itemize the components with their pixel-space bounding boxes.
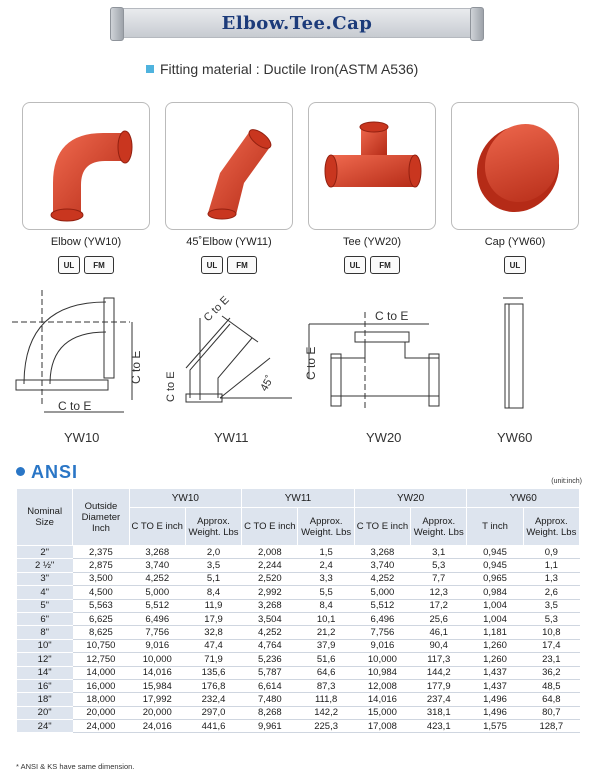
yw11-cte-vertical: C to E [165, 371, 177, 402]
table-cell: 111,8 [298, 693, 354, 706]
table-cell: 3,5 [185, 559, 241, 572]
table-cell: 135,6 [185, 666, 241, 679]
table-cell: 46,1 [411, 626, 467, 639]
table-cell: 87,3 [298, 679, 354, 692]
elbow-90-image [23, 103, 151, 231]
header-group-yw11: YW11 [242, 489, 355, 508]
table-cell: 2,520 [242, 572, 298, 585]
table-cell: 20,000 [129, 706, 185, 719]
elbow-photo-card [22, 102, 150, 230]
table-cell: 318,1 [411, 706, 467, 719]
yw11-drawing [160, 288, 300, 428]
nominal-size-cell: 2 ½" [17, 559, 73, 572]
table-cell: 1,260 [467, 653, 523, 666]
table-cell: 0,945 [467, 546, 523, 559]
table-cell: 117,3 [411, 653, 467, 666]
table-cell: 17,992 [129, 693, 185, 706]
table-cell: 9,016 [129, 639, 185, 652]
table-cell: 3,268 [354, 546, 410, 559]
table-cell: 14,000 [73, 666, 129, 679]
table-cell: 2,375 [73, 546, 129, 559]
table-cell: 1,004 [467, 599, 523, 612]
unit-note: (unit:inch) [551, 478, 582, 485]
table-cell: 2,4 [298, 559, 354, 572]
section-title: ANSI [31, 462, 79, 482]
table-cell: 1,3 [523, 572, 579, 585]
yw20-cte-horizontal: C to E [375, 309, 409, 323]
table-cell: 17,9 [185, 612, 241, 625]
table-cell: 25,6 [411, 612, 467, 625]
yw20-drawing [295, 288, 455, 428]
header-t: T inch [467, 508, 523, 546]
table-cell: 10,1 [298, 612, 354, 625]
table-cell: 0,9 [523, 546, 579, 559]
table-cell: 7,480 [242, 693, 298, 706]
table-cell: 64,6 [298, 666, 354, 679]
table-row [17, 639, 580, 652]
header-weight: Approx. Weight. Lbs [298, 508, 354, 546]
table-cell: 20,000 [73, 706, 129, 719]
tee-photo-card [308, 102, 436, 230]
table-cell: 6,496 [129, 612, 185, 625]
table-cell: 24,000 [73, 720, 129, 733]
table-cell: 3,740 [129, 559, 185, 572]
header-group-yw60: YW60 [467, 489, 580, 508]
table-cell: 48,5 [523, 679, 579, 692]
elbow-45-image [166, 103, 294, 231]
table-cell: 5,1 [185, 572, 241, 585]
table-cell: 23,1 [523, 653, 579, 666]
table-cell: 5,236 [242, 653, 298, 666]
tee-certs [308, 256, 436, 276]
table-cell: 3,3 [298, 572, 354, 585]
table-cell: 7,756 [129, 626, 185, 639]
ul-mark-icon: UL [58, 256, 80, 274]
table-cell: 80,7 [523, 706, 579, 719]
table-cell: 128,7 [523, 720, 579, 733]
table-cell: 423,1 [411, 720, 467, 733]
yw11-cte-diagonal: C to E [201, 294, 232, 325]
table-cell: 14,016 [354, 693, 410, 706]
table-cell: 2,008 [242, 546, 298, 559]
table-cell: 0,945 [467, 559, 523, 572]
elbow45-label: 45˚Elbow (YW11) [186, 236, 272, 248]
table-cell: 144,2 [411, 666, 467, 679]
table-cell: 5,512 [354, 599, 410, 612]
table-cell: 15,984 [129, 679, 185, 692]
table-cell: 14,016 [129, 666, 185, 679]
table-cell: 177,9 [411, 679, 467, 692]
table-cell: 24,016 [129, 720, 185, 733]
table-cell: 3,268 [242, 599, 298, 612]
table-cell: 8,4 [298, 599, 354, 612]
table-cell: 12,008 [354, 679, 410, 692]
yw60-drawing-label: YW60 [497, 430, 533, 445]
table-cell: 1,5 [298, 546, 354, 559]
table-cell: 6,625 [73, 612, 129, 625]
table-cell: 225,3 [298, 720, 354, 733]
table-cell: 32,8 [185, 626, 241, 639]
table-row [17, 572, 580, 585]
table-cell: 3,1 [411, 546, 467, 559]
yw60-drawing [495, 288, 535, 428]
header-nominal-size: Nominal Size [17, 489, 73, 546]
table-cell: 2,0 [185, 546, 241, 559]
ansi-dimension-table [16, 488, 580, 733]
table-cell: 5,000 [129, 586, 185, 599]
nominal-size-cell: 18" [17, 693, 73, 706]
table-cell: 0,984 [467, 586, 523, 599]
fm-mark-icon: FM [370, 256, 400, 274]
table-cell: 5,512 [129, 599, 185, 612]
material-text: Fitting material : Ductile Iron(ASTM A536) [160, 61, 419, 77]
table-cell: 5,563 [73, 599, 129, 612]
table-cell: 1,437 [467, 679, 523, 692]
table-cell: 1,496 [467, 693, 523, 706]
table-cell: 5,000 [354, 586, 410, 599]
table-cell: 10,750 [73, 639, 129, 652]
table-cell: 11,9 [185, 599, 241, 612]
table-cell: 1,437 [467, 666, 523, 679]
table-cell: 5,3 [523, 612, 579, 625]
ul-mark-icon: UL [201, 256, 223, 274]
table-cell: 1,1 [523, 559, 579, 572]
header-weight: Approx. Weight. Lbs [523, 508, 579, 546]
table-cell: 17,2 [411, 599, 467, 612]
yw10-cte-horizontal: C to E [58, 399, 92, 413]
bullet-square-icon [146, 65, 154, 73]
nominal-size-cell: 3" [17, 572, 73, 585]
bullet-dot-icon [16, 467, 25, 476]
table-cell: 10,984 [354, 666, 410, 679]
table-cell: 90,4 [411, 639, 467, 652]
cap-image [452, 103, 580, 231]
fm-mark-icon: FM [84, 256, 114, 274]
table-cell: 2,992 [242, 586, 298, 599]
table-cell: 5,5 [298, 586, 354, 599]
table-cell: 0,965 [467, 572, 523, 585]
ul-mark-icon: UL [344, 256, 366, 274]
elbow-label: Elbow (YW10) [50, 236, 122, 248]
tee-image [309, 103, 437, 231]
header-cte: C TO E inch [129, 508, 185, 546]
table-cell: 4,764 [242, 639, 298, 652]
elbow45-photo-card [165, 102, 293, 230]
nominal-size-cell: 12" [17, 653, 73, 666]
table-cell: 3,504 [242, 612, 298, 625]
table-cell: 9,961 [242, 720, 298, 733]
yw10-drawing [10, 288, 150, 428]
table-cell: 64,8 [523, 693, 579, 706]
table-cell: 8,268 [242, 706, 298, 719]
nominal-size-cell: 4" [17, 586, 73, 599]
table-cell: 37,9 [298, 639, 354, 652]
table-row [17, 720, 580, 733]
cap-label: Cap (YW60) [484, 236, 546, 248]
yw10-cte-vertical: C to E [129, 350, 143, 384]
table-cell: 10,000 [129, 653, 185, 666]
nominal-size-cell: 5" [17, 599, 73, 612]
header-group-yw10: YW10 [129, 489, 242, 508]
table-cell: 3,268 [129, 546, 185, 559]
table-cell: 9,016 [354, 639, 410, 652]
table-row [17, 666, 580, 679]
table-cell: 8,625 [73, 626, 129, 639]
table-cell: 3,5 [523, 599, 579, 612]
table-cell: 1,260 [467, 639, 523, 652]
table-cell: 15,000 [354, 706, 410, 719]
table-cell: 237,4 [411, 693, 467, 706]
nominal-size-cell: 10" [17, 639, 73, 652]
table-cell: 18,000 [73, 693, 129, 706]
table-cell: 7,756 [354, 626, 410, 639]
table-cell: 10,8 [523, 626, 579, 639]
table-cell: 232,4 [185, 693, 241, 706]
table-row [17, 612, 580, 625]
tee-label: Tee (YW20) [342, 236, 402, 248]
table-row [17, 546, 580, 559]
table-cell: 2,6 [523, 586, 579, 599]
table-cell: 8,4 [185, 586, 241, 599]
table-cell: 36,2 [523, 666, 579, 679]
title-banner [117, 8, 477, 38]
ul-mark-icon: UL [504, 256, 526, 274]
table-cell: 441,6 [185, 720, 241, 733]
nominal-size-cell: 8" [17, 626, 73, 639]
fm-mark-icon: FM [227, 256, 257, 274]
table-cell: 17,4 [523, 639, 579, 652]
table-row [17, 599, 580, 612]
table-cell: 4,252 [354, 572, 410, 585]
table-cell: 176,8 [185, 679, 241, 692]
table-cell: 21,2 [298, 626, 354, 639]
table-cell: 4,500 [73, 586, 129, 599]
yw20-cte-vertical: C to E [304, 346, 318, 380]
table-cell: 71,9 [185, 653, 241, 666]
header-weight: Approx. Weight. Lbs [185, 508, 241, 546]
nominal-size-cell: 16" [17, 679, 73, 692]
yw20-drawing-label: YW20 [366, 430, 402, 445]
table-cell: 7,7 [411, 572, 467, 585]
table-cell: 51,6 [298, 653, 354, 666]
table-cell: 5,3 [411, 559, 467, 572]
header-weight: Approx. Weight. Lbs [411, 508, 467, 546]
nominal-size-cell: 14" [17, 666, 73, 679]
footnote: * ANSI & KS have same dimension. [16, 762, 135, 771]
table-row [17, 693, 580, 706]
table-cell: 2,244 [242, 559, 298, 572]
table-cell: 12,3 [411, 586, 467, 599]
table-cell: 47,4 [185, 639, 241, 652]
table-row [17, 653, 580, 666]
table-cell: 17,008 [354, 720, 410, 733]
table-cell: 5,787 [242, 666, 298, 679]
table-cell: 10,000 [354, 653, 410, 666]
header-cte: C TO E inch [354, 508, 410, 546]
elbow45-certs [165, 256, 293, 276]
yw11-drawing-label: YW11 [214, 430, 249, 445]
table-cell: 142,2 [298, 706, 354, 719]
table-row [17, 706, 580, 719]
table-cell: 2,875 [73, 559, 129, 572]
table-cell: 1,575 [467, 720, 523, 733]
table-cell: 1,181 [467, 626, 523, 639]
table-row [17, 679, 580, 692]
header-outside-diameter: Outside Diameter Inch [73, 489, 129, 546]
table-row [17, 586, 580, 599]
table-cell: 1,004 [467, 612, 523, 625]
table-cell: 16,000 [73, 679, 129, 692]
header-cte: C TO E inch [242, 508, 298, 546]
table-cell: 3,500 [73, 572, 129, 585]
page-title: Elbow.Tee.Cap [221, 13, 373, 34]
elbow-certs [22, 256, 150, 276]
material-line [146, 61, 418, 77]
table-cell: 297,0 [185, 706, 241, 719]
table-cell: 4,252 [129, 572, 185, 585]
nominal-size-cell: 2" [17, 546, 73, 559]
yw10-drawing-label: YW10 [64, 430, 100, 445]
table-cell: 3,740 [354, 559, 410, 572]
nominal-size-cell: 20" [17, 706, 73, 719]
table-cell: 1,496 [467, 706, 523, 719]
table-cell: 4,252 [242, 626, 298, 639]
yw11-angle-label: 45˚ [258, 373, 277, 394]
section-heading [16, 462, 78, 483]
cap-photo-card [451, 102, 579, 230]
header-group-yw20: YW20 [354, 489, 467, 508]
nominal-size-cell: 6" [17, 612, 73, 625]
table-row [17, 626, 580, 639]
table-row [17, 559, 580, 572]
cap-certs [451, 256, 579, 276]
nominal-size-cell: 24" [17, 720, 73, 733]
table-cell: 12,750 [73, 653, 129, 666]
table-cell: 6,496 [354, 612, 410, 625]
table-cell: 6,614 [242, 679, 298, 692]
